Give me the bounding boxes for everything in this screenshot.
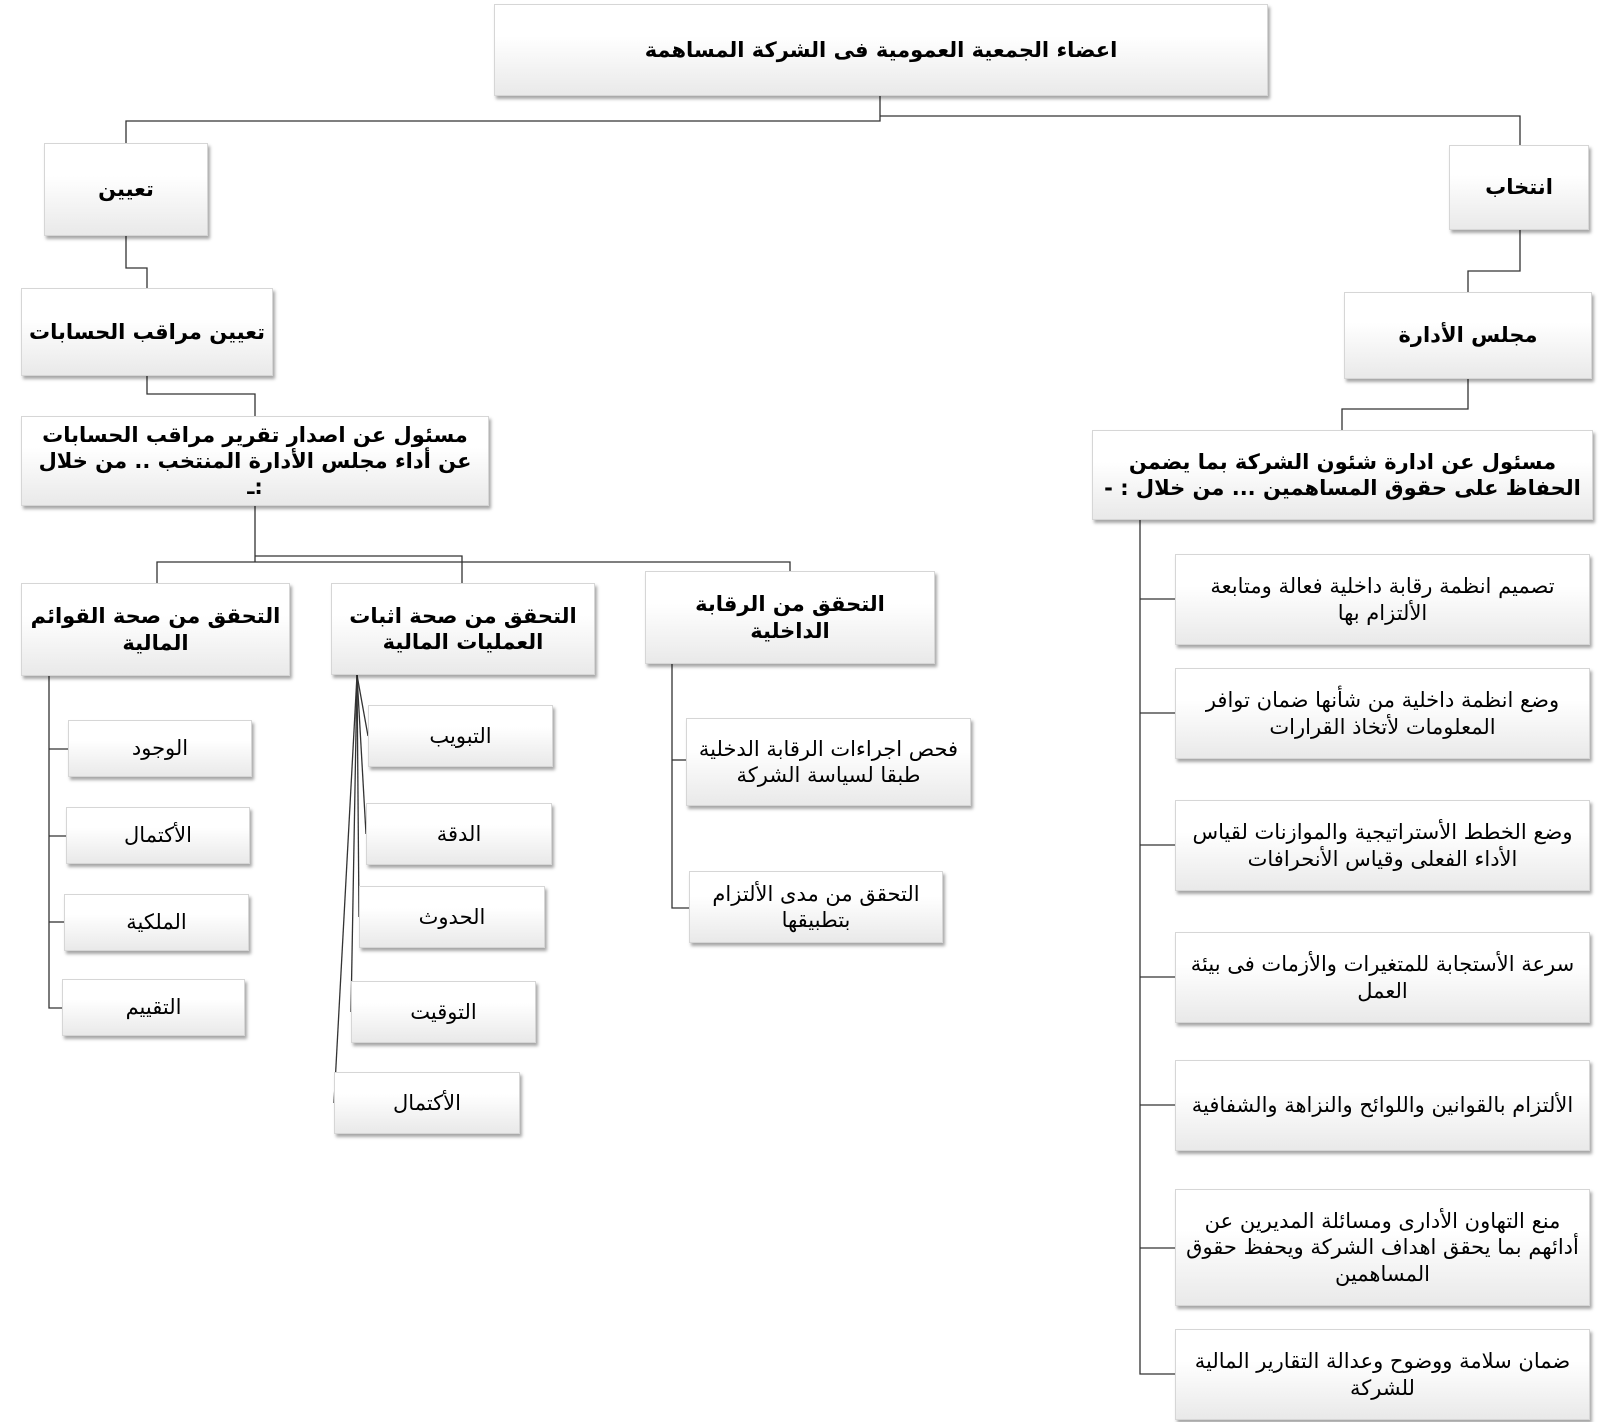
group-financial-transactions-label: التحقق من صحة اثبات العمليات المالية bbox=[349, 603, 577, 654]
auditor-responsibility-node bbox=[21, 416, 489, 506]
auditor-appointment-label: تعيين مراقب الحسابات bbox=[29, 319, 265, 344]
root-node bbox=[494, 4, 1268, 96]
auditor-responsibility-label: مسئول عن اصدار تقرير مراقب الحسابات عن أداء مجلس الأدارة المنتخب .. من خلال :ـ bbox=[38, 422, 472, 500]
ft-item-label: الحدوث bbox=[418, 904, 486, 929]
ft-item-accuracy bbox=[366, 803, 552, 865]
appointment-node bbox=[44, 143, 208, 236]
fs-item-label: الأكتمال bbox=[124, 823, 192, 848]
board-item-internal-control bbox=[1175, 554, 1590, 645]
election-label: انتخاب bbox=[1485, 175, 1553, 200]
fs-item-label: الوجود bbox=[131, 736, 189, 761]
group-financial-transactions bbox=[331, 583, 595, 675]
election-node bbox=[1449, 145, 1589, 230]
fs-item-label: التقييم bbox=[125, 995, 182, 1020]
board-item-label: تصميم انظمة رقابة داخلية فعالة ومتابعة الألتزام بها bbox=[1210, 574, 1555, 625]
board-item-label: وضع انظمة داخلية من شأنها ضمان توافر المعلومات لأتخاذ القرارات bbox=[1205, 688, 1560, 739]
board-item-responsiveness bbox=[1175, 932, 1590, 1023]
board-item-accountability bbox=[1175, 1189, 1590, 1306]
group-financial-statements bbox=[21, 583, 290, 676]
fs-item-valuation bbox=[62, 979, 245, 1036]
ft-item-label: الأكتمال bbox=[393, 1090, 461, 1115]
board-item-financial-reports bbox=[1175, 1329, 1590, 1420]
auditor-appointment-node bbox=[21, 288, 273, 376]
ic-item-label: التحقق من مدى الألتزام بتطبيقها bbox=[712, 881, 920, 932]
root-label: اعضاء الجمعية العمومية فى الشركة المساهمة bbox=[644, 37, 1118, 62]
board-item-label: الألتزام بالقوانين واللوائح والنزاهة والشفافية bbox=[1191, 1093, 1574, 1118]
board-item-compliance bbox=[1175, 1060, 1590, 1151]
ft-item-occurrence bbox=[359, 886, 545, 948]
ic-item-label: فحص اجراءات الرقابة الدخلية طبقا لسياسة الشركة bbox=[698, 736, 959, 787]
board-responsibility-label: مسئول عن ادارة شئون الشركة بما يضمن الحفاظ على حقوق المساهمين ... من خلال : - bbox=[1104, 449, 1581, 500]
ic-item-compliance bbox=[689, 871, 943, 943]
board-item-label: ضمان سلامة ووضوح وعدالة التقارير المالية للشركة bbox=[1194, 1349, 1571, 1400]
fs-item-ownership bbox=[64, 894, 249, 951]
group-internal-control-label: التحقق من الرقابة الداخلية bbox=[695, 592, 885, 643]
board-item-label: منع التهاون الأدارى ومسائلة المديرين عن أدائهم بما يحقق اهداف الشركة ويحفظ حقوق المساهمين bbox=[1186, 1209, 1579, 1286]
ft-item-label: الدقة bbox=[436, 821, 482, 846]
fs-item-completeness bbox=[66, 807, 250, 864]
board-node bbox=[1344, 292, 1592, 379]
fs-item-label: الملكية bbox=[126, 910, 187, 935]
board-label: مجلس الأدارة bbox=[1398, 323, 1538, 348]
ft-item-completeness bbox=[334, 1072, 520, 1134]
ft-item-label: التوقيت bbox=[410, 999, 477, 1024]
board-item-label: وضع الخطط الأستراتيجية والموازنات لقياس الأداء الفعلى وقياس الأنحرافات bbox=[1192, 820, 1573, 871]
ft-item-label: التبويب bbox=[429, 723, 492, 748]
board-item-strategic-plans bbox=[1175, 800, 1590, 891]
fs-item-existence bbox=[68, 720, 252, 777]
board-item-label: سرعة الأستجابة للمتغيرات والأزمات فى بيئة العمل bbox=[1190, 952, 1575, 1003]
board-responsibility-node bbox=[1092, 430, 1593, 520]
group-internal-control bbox=[645, 571, 935, 664]
ft-item-classification bbox=[368, 705, 553, 767]
group-financial-statements-label: التحقق من صحة القوائم المالية bbox=[30, 604, 281, 655]
board-item-information-systems bbox=[1175, 668, 1590, 759]
appointment-label: تعيين bbox=[98, 177, 154, 202]
ic-item-procedures bbox=[686, 718, 971, 806]
ft-item-timing bbox=[351, 981, 536, 1043]
